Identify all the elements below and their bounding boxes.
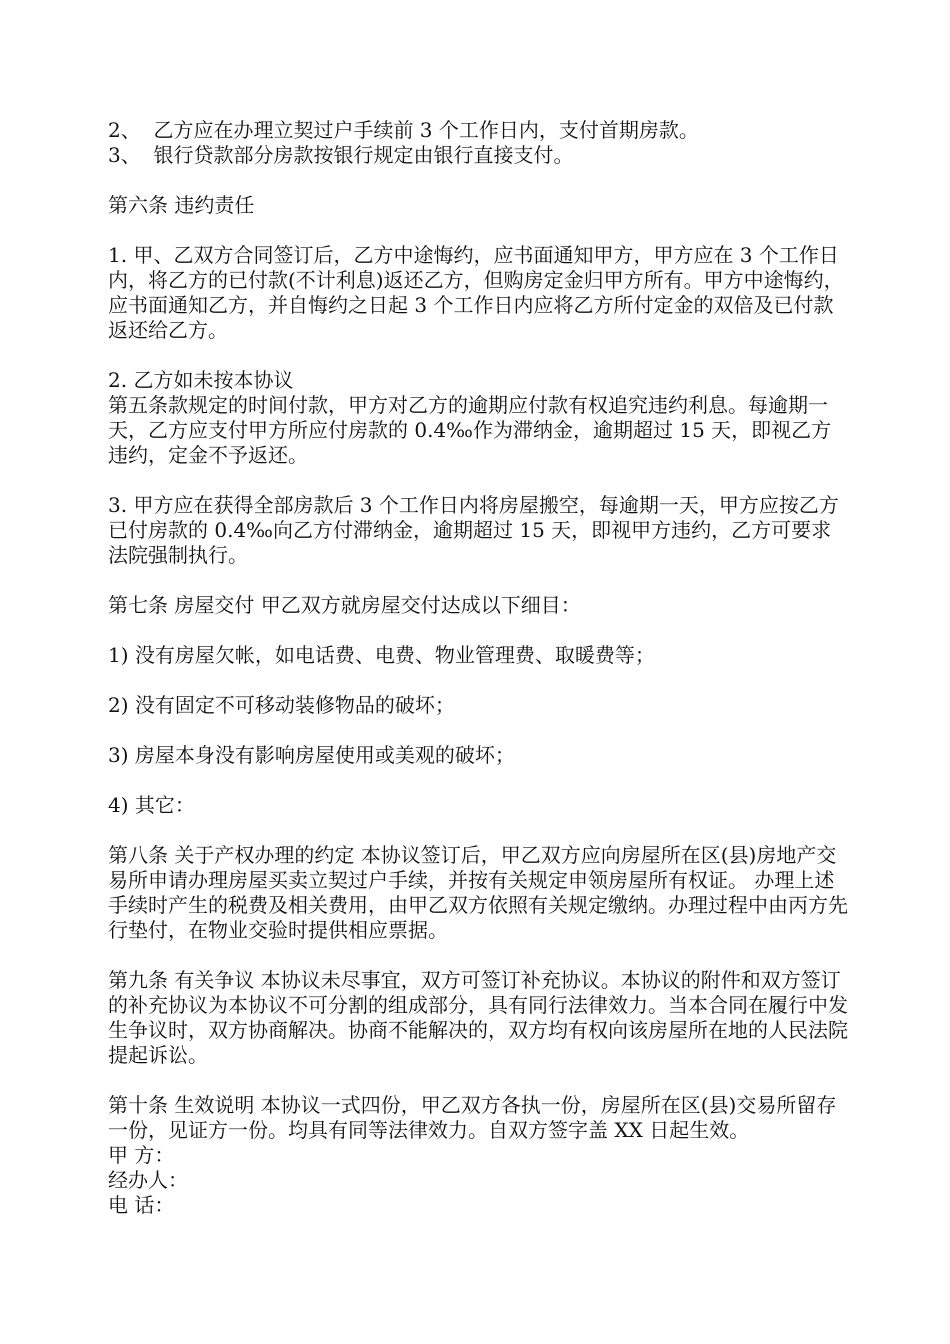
section9-text: 第九条 有关争议 本协议未尽事宜，双方可签订补充协议。本协议的附件和双方签订的补充协议为本协议不可分割的组成部分，具有同行法律效力。当本合同在履行中发生争议时，双方协商解决。协商不能解决的，双方均有权向该房屋所在地的人民法院提起诉讼。	[108, 968, 848, 1067]
section5-item2: 2、 乙方应在办理立契过户手续前 3 个工作日内，支付首期房款。	[108, 118, 699, 142]
section5-item3: 3、 银行贷款部分房款按银行规定由银行直接支付。	[108, 143, 574, 167]
signature-party-a: 甲 方：	[108, 1143, 175, 1167]
section7-title: 第七条 房屋交付 甲乙双方就房屋交付达成以下细目：	[108, 593, 581, 617]
section6-clause1: 1. 甲、乙双方合同签订后，乙方中途悔约，应书面通知甲方，甲方应在 3 个工作日内，将乙方的已付款(不计利息)返还乙方，但购房定金归甲方所有。甲方中途悔约，应书面通知乙方，并自悔约之日起 3 个工作日内应将乙方所付定金的双倍及已付款返还给乙方。	[108, 243, 844, 342]
section7-item2: 2) 没有固定不可移动装修物品的破坏；	[108, 693, 455, 717]
section7-item4: 4) 其它：	[108, 793, 195, 817]
section8-text: 第八条 关于产权办理的约定 本协议签订后，甲乙双方应向房屋所在区(县)房地产交易所申请办理房屋买卖立契过户手续，并按有关规定申领房屋所有权证。 办理上述手续时产生的税费及相关费用，由甲乙双方依照有关规定缴纳。办理过程中由丙方先行垫付，在物业交验时提供相应票据。	[108, 843, 848, 942]
signature-phone: 电 话：	[108, 1193, 175, 1217]
section6-clause2-head: 2. 乙方如未按本协议	[108, 368, 294, 392]
section7-item3: 3) 房屋本身没有影响房屋使用或美观的破坏；	[108, 743, 515, 767]
section6-title: 第六条 违约责任	[108, 193, 255, 217]
section6-clause2-body: 第五条款规定的时间付款，甲方对乙方的逾期应付款有权追究违约利息。每逾期一天，乙方应支付甲方所应付房款的 0.4‰作为滞纳金，逾期超过 15 天，即视乙方违约，定金不予返还。	[108, 393, 832, 467]
section7-item1: 1) 没有房屋欠帐，如电话费、电费、物业管理费、取暖费等；	[108, 643, 655, 667]
document-body	[108, 118, 848, 1218]
section10-text: 第十条 生效说明 本协议一式四份，甲乙双方各执一份，房屋所在区(县)交易所留存一份，见证方一份。均具有同等法律效力。自双方签字盖 XX 日起生效。	[108, 1093, 837, 1142]
signature-agent: 经办人：	[108, 1168, 188, 1192]
section6-clause3: 3. 甲方应在获得全部房款后 3 个工作日内将房屋搬空，每逾期一天，甲方应按乙方已付房款的 0.4‰向乙方付滞纳金，逾期超过 15 天，即视甲方违约，乙方可要求法院强制执行。	[108, 493, 839, 567]
